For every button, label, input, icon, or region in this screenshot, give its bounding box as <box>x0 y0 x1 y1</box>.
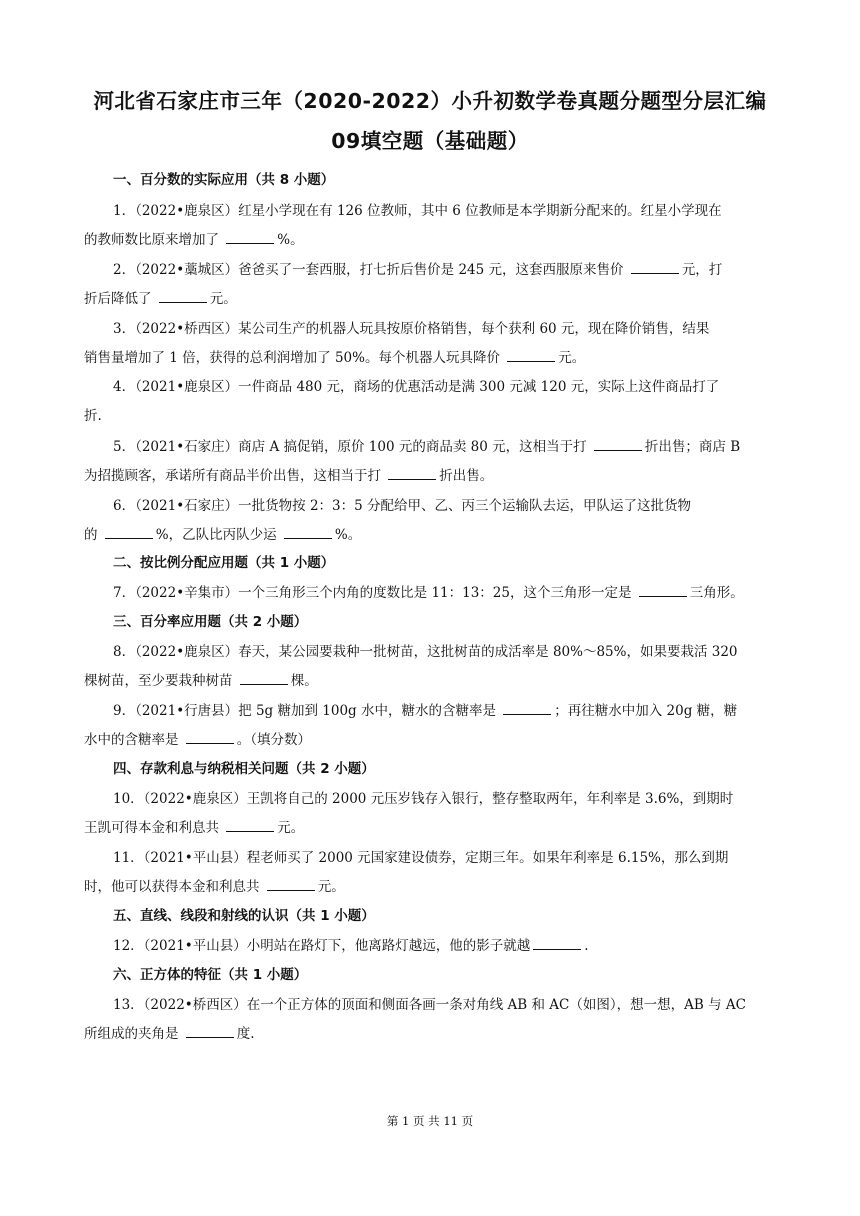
question-2-line-1 <box>113 258 722 278</box>
question-5-line-2 <box>84 464 493 484</box>
question-7-line-1 <box>113 581 744 601</box>
question-11-line-1: 11．（2021•平山县）程老师买了 2000 元国家建设债券，定期三年。如果年利率是 6.15%，那么到期 <box>113 850 729 866</box>
question-text: 度. <box>236 1026 255 1042</box>
question-4-line-1: 4．（2021•鹿泉区）一件商品 480 元，商场的优惠活动是满 300 元减 120 元，实际上这件商品打了 <box>113 379 720 395</box>
question-12-line-1 <box>113 934 589 954</box>
answer-blank[interactable] <box>226 819 274 832</box>
answer-blank[interactable] <box>186 1025 234 1038</box>
section-heading-6: 六、正方体的特征（共 1 小题） <box>113 967 308 983</box>
question-text: 元。 <box>209 291 237 307</box>
question-text: 折出售。 <box>439 468 494 484</box>
question-text: 棵树苗，至少要栽种树苗 <box>84 673 237 689</box>
answer-blank[interactable] <box>533 937 581 950</box>
section-heading-1: 一、百分数的实际应用（共 8 小题） <box>113 172 335 188</box>
page-footer: 第 1 页 共 11 页 <box>386 1114 474 1128</box>
question-text: 为招揽顾客，承诺所有商品半价出售，这相当于打 <box>84 468 386 484</box>
answer-blank[interactable] <box>159 290 207 303</box>
answer-blank[interactable] <box>507 349 555 362</box>
answer-blank[interactable] <box>631 261 679 274</box>
question-6-line-1: 6．（2021•石家庄）一批货物按 2：3：5 分配给甲、乙、丙三个运输队去运，甲队运了这批货物 <box>113 498 692 514</box>
question-text: 三角形。 <box>689 585 744 601</box>
document-subtitle: 09填空题（基础题） <box>331 129 529 153</box>
question-10-line-1: 10．（2022•鹿泉区）王凯将自己的 2000 元压岁钱存入银行，整存整取两年，年利率是 3.6%，到期时 <box>113 791 734 807</box>
question-text: 元。 <box>317 879 345 895</box>
question-13-line-1: 13．（2022•桥西区）在一个正方体的顶面和侧面各画一条对角线 AB 和 AC（如图），想一想，AB 与 AC <box>113 997 746 1013</box>
question-text: %。 <box>277 232 304 248</box>
question-1-line-2 <box>84 228 304 248</box>
question-text: 的教师数比原来增加了 <box>84 232 224 248</box>
answer-blank[interactable] <box>639 584 687 597</box>
document-title: 河北省石家庄市三年（2020-2022）小升初数学卷真题分题型分层汇编 <box>93 89 767 113</box>
answer-blank[interactable] <box>240 672 288 685</box>
answer-blank[interactable] <box>594 438 642 451</box>
question-11-line-2 <box>84 875 345 895</box>
question-text: 7．（2022•辛集市）一个三角形三个内角的度数比是 11：13：25，这个三角形一定是 <box>113 585 636 601</box>
question-text: . <box>584 938 589 954</box>
question-text: 的 <box>84 527 102 543</box>
question-text: 折出售；商店 B <box>644 439 741 455</box>
question-text: 9．（2021•行唐县）把 5g 糖加到 100g 水中，糖水的含糖率是 <box>113 703 501 719</box>
question-text: 王凯可得本金和利息共 <box>84 820 224 836</box>
answer-blank[interactable] <box>503 702 551 715</box>
question-3-line-1: 3．（2022•桥西区）某公司生产的机器人玩具按原价格销售，每个获利 60 元，现在降价销售，结果 <box>113 321 710 337</box>
question-text: 5．（2021•石家庄）商店 A 搞促销，原价 100 元的商品卖 80 元，这相当于打 <box>113 439 591 455</box>
question-2-line-2 <box>84 287 237 307</box>
question-text: 2．（2022•藁城区）爸爸买了一套西服，打七折后售价是 245 元，这套西服原来售价 <box>113 262 628 278</box>
question-text: 元。 <box>558 350 586 366</box>
question-text: 所组成的夹角是 <box>84 1026 183 1042</box>
question-text: %，乙队比丙队少运 <box>155 527 281 543</box>
answer-blank[interactable] <box>105 526 153 539</box>
question-9-line-2 <box>84 728 311 748</box>
question-1-line-1: 1．（2022•鹿泉区）红星小学现在有 126 位教师，其中 6 位教师是本学期新分配来的。红星小学现在 <box>113 203 722 219</box>
question-text: 12．（2021•平山县）小明站在路灯下，他离路灯越远，他的影子就越 <box>113 938 531 954</box>
answer-blank[interactable] <box>284 526 332 539</box>
question-8-line-2 <box>84 669 318 689</box>
section-heading-4: 四、存款利息与纳税相关问题（共 2 小题） <box>113 761 375 777</box>
question-text: 折后降低了 <box>84 291 156 307</box>
question-text: ；再往糖水中加入 20g 糖，糖 <box>554 703 738 719</box>
answer-blank[interactable] <box>186 731 234 744</box>
question-text: %。 <box>334 527 362 543</box>
question-5-line-1 <box>113 435 740 455</box>
question-8-line-1: 8．（2022•鹿泉区）春天，某公园要栽种一批树苗，这批树苗的成活率是 80%～85%，如果要栽活 320 <box>113 644 738 660</box>
question-9-line-1 <box>113 699 737 719</box>
question-text: 水中的含糖率是 <box>84 732 183 748</box>
question-text: 元，打 <box>681 262 723 278</box>
section-heading-5: 五、直线、线段和射线的认识（共 1 小题） <box>113 908 375 924</box>
question-text: 。（填分数） <box>236 732 312 748</box>
question-10-line-2 <box>84 816 304 836</box>
question-text: 销售量增加了 1 倍，获得的总利润增加了 50%。每个机器人玩具降价 <box>84 350 505 366</box>
section-heading-3: 三、百分率应用题（共 2 小题） <box>113 614 308 630</box>
question-text: 时，他可以获得本金和利息共 <box>84 879 264 895</box>
answer-blank[interactable] <box>267 878 315 891</box>
question-text: 棵。 <box>290 673 318 689</box>
answer-blank[interactable] <box>388 467 436 480</box>
question-4-line-2: 折. <box>84 408 102 424</box>
question-text: 元。 <box>277 820 305 836</box>
section-heading-2: 二、按比例分配应用题（共 1 小题） <box>113 555 335 571</box>
question-3-line-2 <box>84 346 585 366</box>
question-13-line-2 <box>84 1022 255 1042</box>
answer-blank[interactable] <box>226 231 274 244</box>
question-6-line-2 <box>84 523 361 543</box>
